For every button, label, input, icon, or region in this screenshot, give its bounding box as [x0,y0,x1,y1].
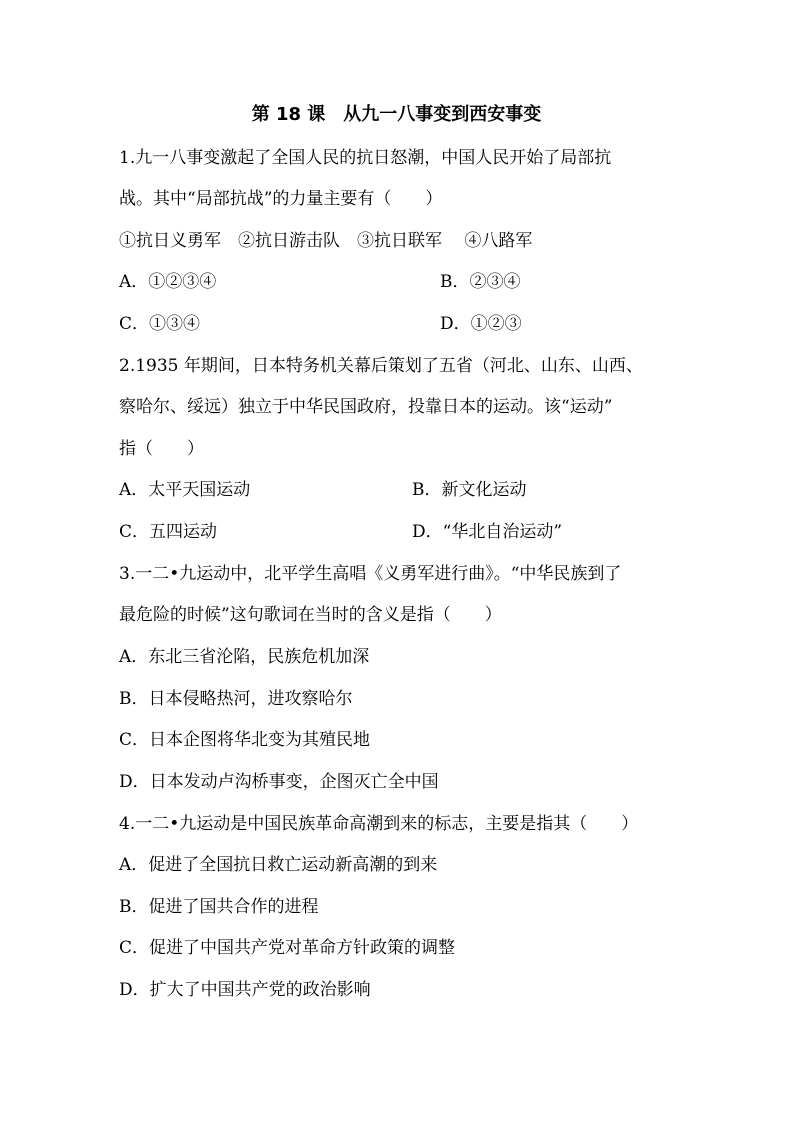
q3-option-a: A．东北三省沦陷，民族危机加深 [119,647,370,667]
q3-option-c: C．日本企图将华北变为其殖民地 [119,730,371,750]
q1-items: ①抗日义勇军 ②抗日游击队 ③抗日联军 ④八路军 [119,231,533,251]
page-title: 第 18 课 从九一八事变到西安事变 [251,104,542,125]
q2-option-c: C．五四运动 [119,522,218,542]
q3-stem-line-2: 最危险的时候”这句歌词在当时的含义是指（ ） [119,605,502,625]
q1-option-c: C．①③④ [119,314,201,334]
q4-stem-line-1: 4.一二•九运动是中国民族革命高潮到来的标志，主要是指其（ ） [119,814,639,834]
q3-option-b: B．日本侵略热河，进攻察哈尔 [119,689,353,709]
q1-option-b: B．②③④ [440,272,521,292]
q2-stem-line-3: 指（ ） [119,439,204,459]
q1-stem-line-2: 战。其中“局部抗战”的力量主要有（ ） [119,189,443,209]
q3-stem-line-1: 3.一二•九运动中，北平学生高唱《义勇军进行曲》。“中华民族到了 [119,564,622,584]
q2-option-b: B．新文化运动 [412,480,527,500]
q2-option-d: D．“华北自治运动” [412,522,563,542]
q2-option-a: A．太平天国运动 [119,480,251,500]
q1-option-d: D．①②③ [440,314,522,334]
q3-option-d: D．日本发动卢沟桥事变，企图灭亡全中国 [119,772,439,792]
q4-option-d: D．扩大了中国共产党的政治影响 [119,980,371,1000]
q1-option-a: A．①②③④ [119,272,217,292]
q4-option-a: A．促进了全国抗日救亡运动新高潮的到来 [119,855,438,875]
q2-stem-line-1: 2.1935 年期间，日本特务机关幕后策划了五省（河北、山东、山西、 [119,356,643,376]
q4-option-c: C．促进了中国共产党对革命方针政策的调整 [119,938,456,958]
q4-option-b: B．促进了国共合作的进程 [119,897,319,917]
q1-stem-line-1: 1.九一八事变激起了全国人民的抗日怒潮，中国人民开始了局部抗 [119,148,612,168]
q2-stem-line-2: 察哈尔、绥远）独立于中华民国政府，投靠日本的运动。该“运动” [119,397,613,417]
